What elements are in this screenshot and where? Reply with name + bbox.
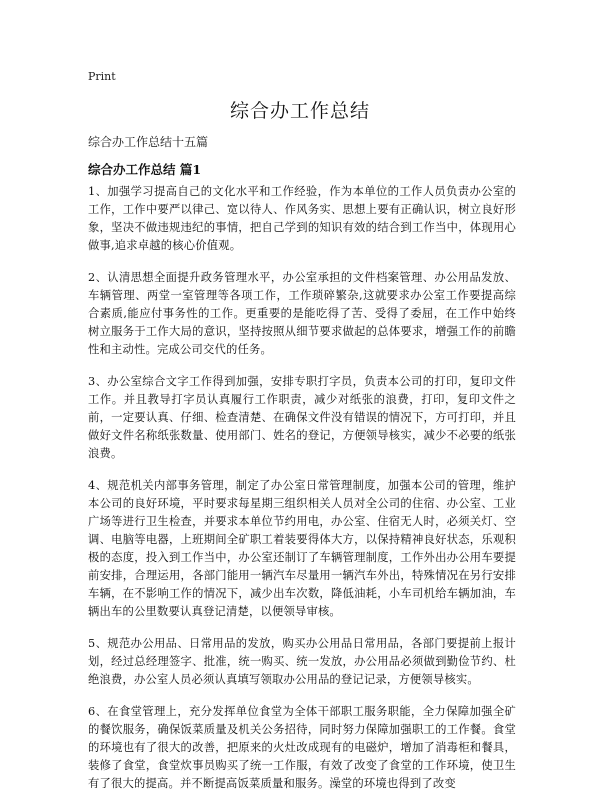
print-label[interactable]: Print — [88, 70, 116, 83]
document-subtitle: 综合办工作总结十五篇 — [88, 135, 209, 149]
paragraph-2: 2、认清思想全面提升政务管理水平，办公室承担的文件档案管理、办公用品发放、车辆管理、两堂一室管理等各项工作，工作琐碎繁杂,这就要求办公室工作要提高综合素质,能应付事务性的工作。更重要的是能吃得了苦、受得了委屈，在工作中始终树立服务于工作大局的意识，坚持按照从细节要求做起的总体要求，增强工作的前瞻性和主动性。完成公司交代的任务。 — [88, 271, 516, 356]
paragraph-6: 6、在食堂管理上，充分发挥单位食堂为全体干部职工服务职能，全力保障加强全矿的餐饮服务，确保饭菜质量及机关公务招待，同时努力保障加强职工的工作餐。食堂的环境也有了很大的改善，把原来的火灶改成现有的电磁炉，增加了消毒柜和餐具，装修了食堂，食堂炊事员购买了统一工作服，有效了改变了食堂的工作环境，使卫生有了很大的提高。并不断提高饭菜质量和服务。澡堂的环境也得到了改变 — [88, 705, 516, 790]
paragraph-1: 1、加强学习提高自己的文化水平和工作经验，作为本单位的工作人员负责办公室的工作，工作中要严以律己、宽以待人、作风务实、思想上要有正确认识，树立良好形象，坚决不做违规违纪的事情，把自己学到的知识有效的结合到工作当中，体现用心做事,追求卓越的核心价值观。 — [88, 185, 516, 252]
section-heading: 综合办工作总结 篇1 — [88, 162, 202, 177]
paragraph-4: 4、规范机关内部事务管理，制定了办公室日常管理制度，加强本公司的管理，维护本公司的良好环境，平时要求每星期三组织相关人员对全公司的住宿、办公室、工业广场等进行卫生检查，并要求本单位节约用电，办公室、住宿无人时，必须关灯、空调、电脑等电器，上班期间全矿职工着装要得体大方，以保持精神良好状态，乐观积极的态度，投入到工作当中，办公室还制订了车辆管理制度，工作外出办公用车要提前安排，合理运用，各部门能用一辆汽车尽量用一辆汽车外出，特殊情况在另行安排车辆，在不影响工作的情况下，减少出车次数，降低油耗，小车司机给车辆加油，车辆出车的公里数要认真登记清楚，以便领导审核。 — [88, 479, 516, 618]
document-body — [88, 183, 516, 807]
document-title: 综合办工作总结 — [229, 100, 370, 122]
paragraph-3: 3、办公室综合文字工作得到加强，安排专职打字员，负责本公司的打印，复印文件工作。并且教导打字员认真履行工作职责，减少对纸张的浪费，打印，复印文件之前，一定要认真、仔细、检查清楚、在确保文件没有错误的情况下，方可打印，并且做好文件名称纸张数量、使用部门、姓名的登记，方便领导核实，减少不必要的纸张浪费。 — [88, 375, 516, 460]
paragraph-5: 5、规范办公用品、日常用品的发放，购买办公用品日常用品，各部门要提前上报计划，经过总经理签字、批准，统一购买、统一发放，办公用品必须做到勤俭节约、杜绝浪费，办公室人员必须认真填写领取办公用品的登记记录，方便领导核实。 — [88, 637, 516, 686]
